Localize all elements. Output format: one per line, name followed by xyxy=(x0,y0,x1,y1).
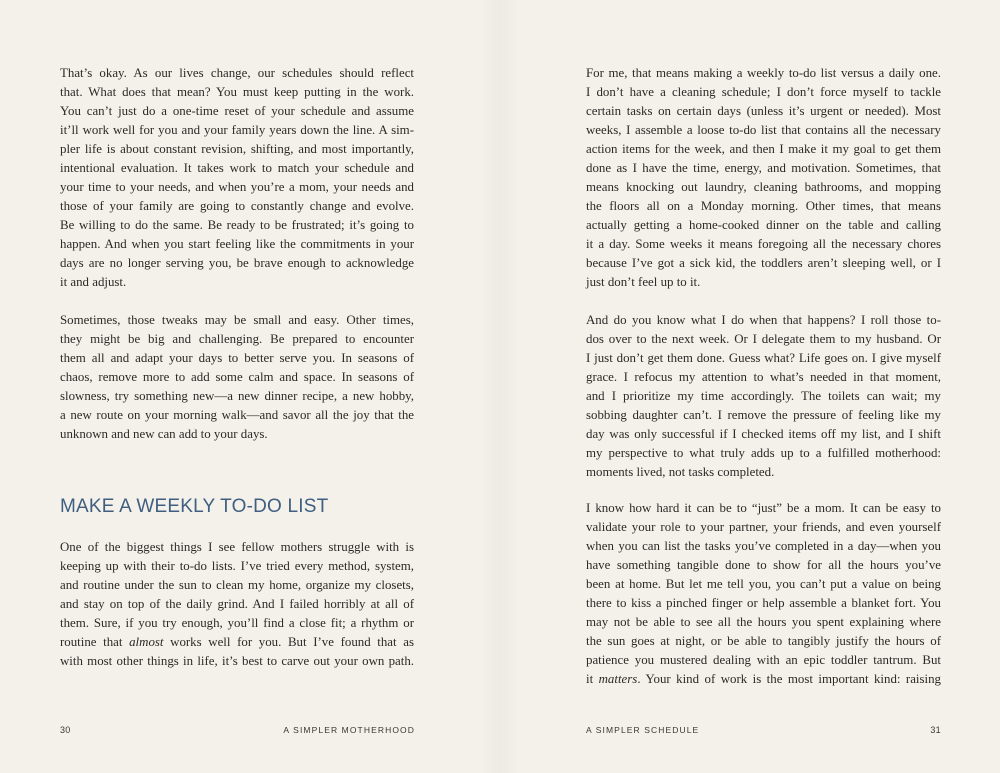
text-line: and stay on top of the daily grind. And I failed horribly at all of xyxy=(60,597,414,611)
text-line: and routine under the sun to clean my home, organize my closets, xyxy=(60,578,414,592)
text-line: keeping up with their to-do lists. I’ve tried every method, system, xyxy=(60,559,414,573)
page-number: 30 xyxy=(60,725,71,735)
text-line: when you can list the tasks you’ve completed in a day—when you xyxy=(586,539,941,553)
text-line: That’s okay. As our lives change, our schedules should reflect xyxy=(60,66,414,80)
text-line: intentional evaluation. It takes work to match your schedule and xyxy=(60,161,414,175)
text-line: been at home. But let me tell you, you can’t put a value on being xyxy=(586,577,941,591)
text-line: just don’t feel up to it. xyxy=(586,275,701,289)
text-line: validate your role to your partner, your friends, and even yourself xyxy=(586,520,941,534)
text-line: Be willing to do the same. Be ready to be frustrated; it’s going to xyxy=(60,218,414,232)
text-line: happen. And when you start feeling like the commitments in your xyxy=(60,237,414,251)
text-line: and I prioritize my time accordingly. The toilets can wait; my xyxy=(586,389,941,403)
running-title: A SIMPLER SCHEDULE xyxy=(586,725,700,735)
text-line: pler life is about constant revision, shifting, and most importantly, xyxy=(60,142,414,156)
text-segment: works well for you. But I’ve found that as xyxy=(163,635,414,649)
text-line: those of your family are going to constantly change and evolve. xyxy=(60,199,414,213)
text-line: action items for the week, and then I make it my goal to get them xyxy=(586,142,941,156)
paragraph xyxy=(586,499,941,689)
text-line: there to kiss a pinched finger or help assemble a blanket fort. You xyxy=(586,596,941,610)
text-line: moments lived, not tasks completed. xyxy=(586,465,775,479)
text-line: it’ll work well for you and your family years down the line. A sim- xyxy=(60,123,414,137)
text-line: slowness, try something new—a new dinner recipe, a new hobby, xyxy=(60,389,414,403)
right-text-column xyxy=(586,0,941,773)
text-line: weeks, I assemble a loose to-do list that contains all the necessary xyxy=(586,123,941,137)
text-line: One of the biggest things I see fellow mothers struggle with is xyxy=(60,540,414,554)
text-segment: it xyxy=(586,672,599,686)
text-line: chaos, remove more to add some calm and space. In seasons of xyxy=(60,370,414,384)
text-line: they might be big and challenging. Be prepared to encounter xyxy=(60,332,414,346)
text-line: have something tangible done to show for all the hours you’ve xyxy=(586,558,941,572)
right-page xyxy=(500,0,1000,773)
paragraph xyxy=(60,538,414,671)
text-line: day was only successful if I checked items off my list, and I shift xyxy=(586,427,941,441)
text-line: sobbing daughter can’t. I remove the pressure of feeling like my xyxy=(586,408,941,422)
text-line xyxy=(586,670,941,689)
text-line: I don’t have a cleaning schedule; I don’t force myself to tackle xyxy=(586,85,941,99)
text-line: it and adjust. xyxy=(60,275,127,289)
section-heading: MAKE A WEEKLY TO-DO LIST xyxy=(60,496,329,517)
paragraph xyxy=(586,311,941,482)
text-line: And do you know what I do when that happens? I roll those to- xyxy=(586,313,941,327)
text-segment: . Your kind of work is the most important kind: raising xyxy=(637,672,941,686)
text-line: a new route on your morning walk—and savor all the joy that the xyxy=(60,408,414,422)
emphasized-word: almost xyxy=(129,635,164,649)
paragraph xyxy=(60,64,414,292)
paragraph xyxy=(586,64,941,292)
text-line: means knocking out laundry, cleaning bathrooms, and mopping xyxy=(586,180,941,194)
running-title: A SIMPLER MOTHERHOOD xyxy=(283,725,415,735)
text-line: that. What does that mean? You must keep putting in the work. xyxy=(60,85,414,99)
paragraph xyxy=(60,311,414,444)
text-line: I just don’t get them done. Guess what? Life goes on. I give myself xyxy=(586,351,941,365)
text-line: the sun goes at night, or be able to tangibly justify the hours of xyxy=(586,634,941,648)
text-line: with most other things in life, it’s best to carve out your own path. xyxy=(60,654,414,668)
text-line: You can’t just do a one-time reset of your schedule and assume xyxy=(60,104,414,118)
text-line: your time to your needs, and when you’re a mom, your needs and xyxy=(60,180,414,194)
text-line xyxy=(60,633,414,652)
text-line: done as I have the time, energy, and motivation. Sometimes, that xyxy=(586,161,941,175)
text-line: them. Sure, if you try enough, you’ll find a close fit; a rhythm or xyxy=(60,616,414,630)
text-line: dos over to the next week. Or I delegate them to my husband. Or xyxy=(586,332,941,346)
text-line: patience you mustered dealing with an epic toddler tantrum. But xyxy=(586,653,941,667)
text-segment: routine that xyxy=(60,635,130,649)
text-line: I know how hard it can be to “just” be a mom. It can be easy to xyxy=(586,501,941,515)
text-line: because I’ve got a sick kid, the toddlers aren’t sleeping well, or I xyxy=(586,256,941,270)
page-number: 31 xyxy=(930,725,941,735)
text-line: my perspective to what truly adds up to a fulfilled motherhood: xyxy=(586,446,941,460)
text-line: certain tasks on certain days (unless it’s urgent or needed). Most xyxy=(586,104,941,118)
text-line: may not be able to see all the hours you spent explaining where xyxy=(586,615,941,629)
text-line: days are no longer serving you, be brave enough to acknowledge xyxy=(60,256,414,270)
left-text-column xyxy=(60,0,414,773)
emphasized-word: matters xyxy=(598,672,638,686)
text-line: them all and adapt your days to better serve you. In seasons of xyxy=(60,351,414,365)
text-line: it a day. Some weeks it means foregoing all the necessary chores xyxy=(586,237,941,251)
text-line: actually getting a home-cooked dinner on the table and calling xyxy=(586,218,941,232)
text-line: the floors all on a Monday morning. Other times, that means xyxy=(586,199,941,213)
text-line: Sometimes, those tweaks may be small and easy. Other times, xyxy=(60,313,414,327)
text-line: grace. I refocus my attention to what’s needed in that moment, xyxy=(586,370,941,384)
text-line: For me, that means making a weekly to-do list versus a daily one. xyxy=(586,66,941,80)
text-line: unknown and new can add to your days. xyxy=(60,427,268,441)
